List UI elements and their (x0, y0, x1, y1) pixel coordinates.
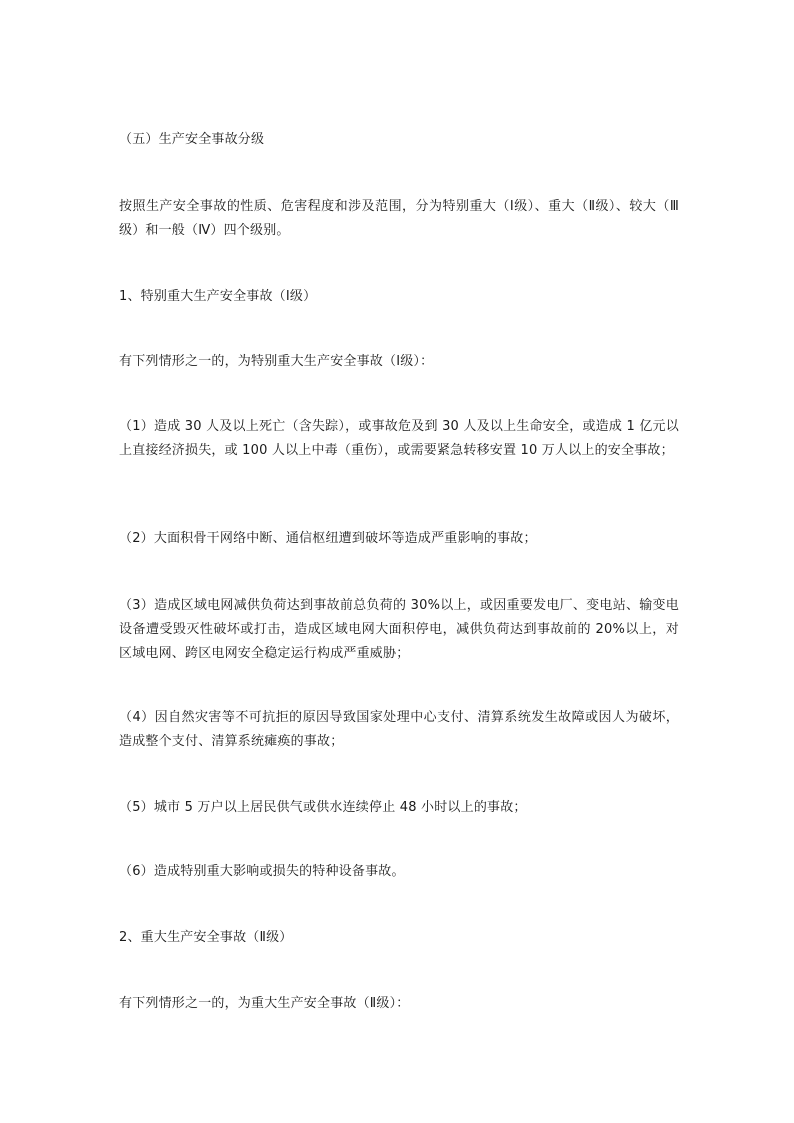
level1-item-6: （6）造成特别重大影响或损失的特种设备事故。 (119, 864, 405, 879)
level1-heading: 1、特别重大生产安全事故（Ⅰ级） (119, 289, 317, 304)
level1-item-5: （5）城市 5 万户以上居民供气或供水连续停止 48 小时以上的事故； (119, 800, 527, 815)
level1-lead: 有下列情形之一的，为特别重大生产安全事故（Ⅰ级）： (119, 354, 434, 369)
level2-lead: 有下列情形之一的，为重大生产安全事故（Ⅱ级）： (119, 996, 410, 1011)
level2-heading: 2、重大生产安全事故（Ⅱ级） (119, 930, 293, 945)
level1-item-4: （4）因自然灾害等不可抗拒的原因导致国家处理中心支付、清算系统发生故障或因人为破坏，造成整个支付、清算系统瘫痪的事故； (119, 710, 679, 749)
level1-item-2: （2）大面积骨干网络中断、通信枢纽遭到破坏等造成严重影响的事故； (119, 531, 537, 546)
level1-item-1: （1）造成 30 人及以上死亡（含失踪），或事故危及到 30 人及以上生命安全，或造成 1 亿元以上直接经济损失，或 100 人以上中毒（重伤），或需要紧急转移安置 10 万人以上的安全事故； (119, 419, 679, 458)
level1-item-3: （3）造成区域电网减供负荷达到事故前总负荷的 30%以上，或因重要发电厂、变电站、输变电设备遭受毁灭性破坏或打击，造成区域电网大面积停电，减供负荷达到事故前的 20%以上，对区域电网、跨区电网安全稳定运行构成严重威胁； (119, 598, 679, 661)
section-title: （五）生产安全事故分级 (119, 132, 265, 147)
intro-paragraph: 按照生产安全事故的性质、危害程度和涉及范围，分为特别重大（Ⅰ级）、重大（Ⅱ级）、较大（Ⅲ级）和一般（Ⅳ）四个级别。 (119, 199, 679, 238)
